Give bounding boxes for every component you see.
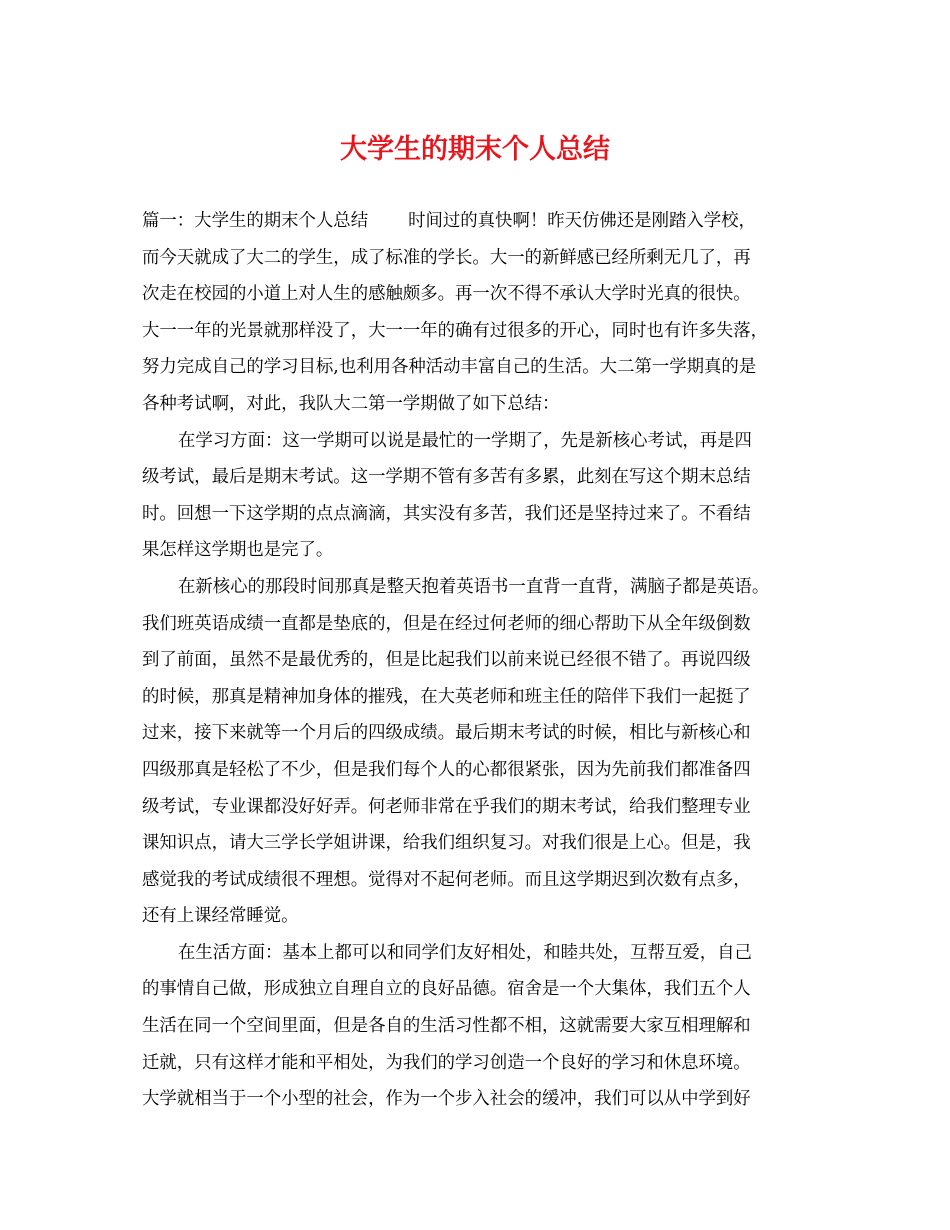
text-line: 而今天就成了大二的学生，成了标准的学长。大一的新鲜感已经所剩无几了，再	[142, 247, 751, 268]
text-fragment: 时间过的真快啊！昨天仿佛还是刚踏入学校，	[408, 211, 756, 231]
text-line: 的时候，那真是精神加身体的摧残，在大英老师和班主任的陪伴下我们一起挺了	[142, 686, 751, 707]
text-line: 四级那真是轻松了不少，但是我们每个人的心都很紧张，因为先前我们都准备四	[142, 759, 751, 780]
text-line: 过来，接下来就等一个月后的四级成绩。最后期末考试的时候，相比与新核心和	[142, 723, 751, 744]
section-heading: 篇一：大学生的期末个人总结	[142, 211, 369, 231]
text-line	[142, 203, 807, 240]
text-line: 大学就相当于一个小型的社会，作为一个步入社会的缓冲，我们可以从中学到好	[142, 1089, 751, 1110]
document-title: 大学生的期末个人总结	[340, 134, 610, 165]
text-line: 迁就，只有这样才能和平相处，为我们的学习创造一个良好的学习和休息环境。	[142, 1052, 751, 1073]
text-line: 到了前面，虽然不是最优秀的，但是比起我们以前来说已经很不错了。再说四级	[142, 650, 751, 671]
text-line: 生活在同一个空间里面，但是各自的生活习性都不相，这就需要大家互相理解和	[142, 1016, 751, 1037]
text-line: 各种考试啊，对此，我队大二第一学期做了如下总结：	[142, 393, 560, 414]
paragraph-first-line: 在新核心的那段时间那真是整天抱着英语书一直背一直背，满脑子都是英语。	[178, 576, 770, 597]
text-line: 大一一年的光景就那样没了，大一一年的确有过很多的开心，同时也有许多失落，	[142, 320, 769, 341]
text-line: 还有上课经常睡觉。	[142, 906, 299, 927]
paragraph-first-line: 在生活方面：基本上都可以和同学们友好相处，和睦共处，互帮互爱，自己	[178, 942, 752, 963]
text-line: 级考试，专业课都没好好弄。何老师非常在乎我们的期末考试，给我们整理专业	[142, 796, 751, 817]
text-line: 努力完成自己的学习目标,也利用各种活动丰富自己的生活。大二第一学期真的是	[142, 357, 757, 378]
text-line: 我们班英语成绩一直都是垫底的，但是在经过何老师的细心帮助下从全年级倒数	[142, 613, 751, 634]
text-line: 感觉我的考试成绩很不理想。觉得对不起何老师。而且这学期迟到次数有点多，	[142, 869, 751, 890]
text-line: 果怎样这学期也是完了。	[142, 540, 334, 561]
text-line: 级考试，最后是期末考试。这一学期不管有多苦有多累，此刻在写这个期末总结	[142, 467, 751, 488]
document-body	[142, 203, 807, 1118]
text-line: 次走在校园的小道上对人生的感触颇多。再一次不得不承认大学时光真的很快。	[142, 284, 751, 305]
text-line: 时。回想一下这学期的点点滴滴，其实没有多苦，我们还是坚持过来了。不看结	[142, 503, 751, 524]
text-line: 课知识点，请大三学长学姐讲课，给我们组织复习。对我们很是上心。但是，我	[142, 833, 751, 854]
text-line: 的事情自己做，形成独立自理自立的良好品德。宿舍是一个大集体，我们五个人	[142, 979, 751, 1000]
paragraph-first-line: 在学习方面：这一学期可以说是最忙的一学期了，先是新核心考试，再是四	[178, 430, 752, 451]
